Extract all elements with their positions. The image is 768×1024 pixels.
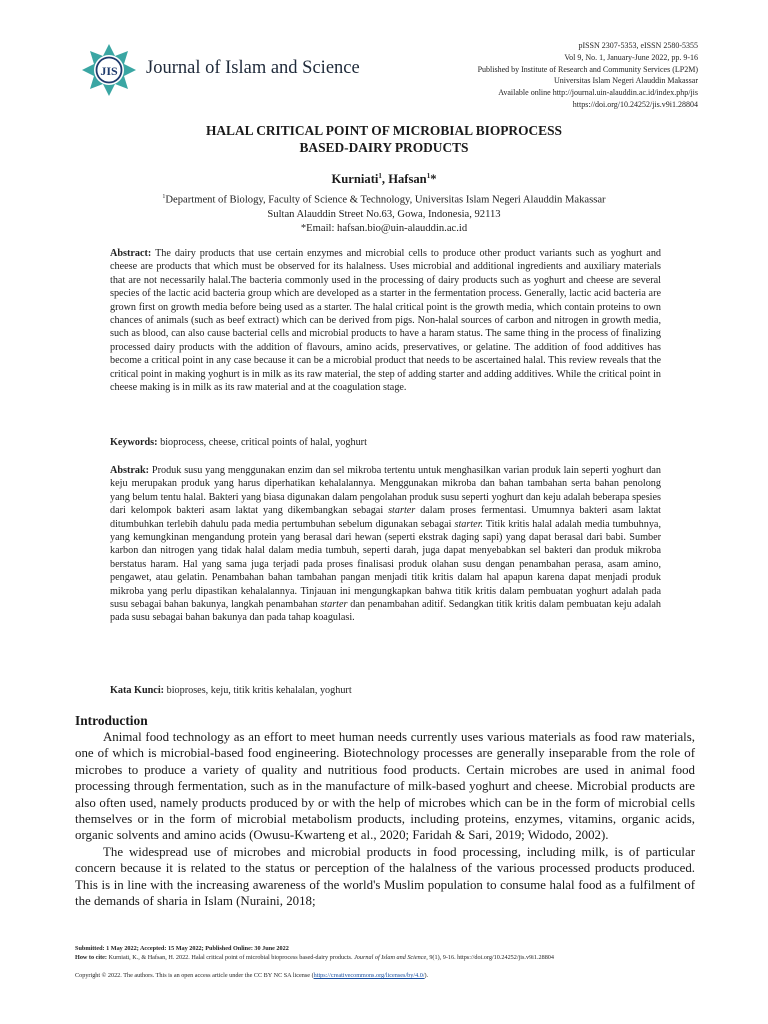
keywords-text: bioprocess, cheese, critical points of halal, yoghurt [160, 437, 367, 448]
author-1: Kurniati [331, 172, 379, 187]
journal-header [78, 40, 698, 110]
logo-text: JIS [100, 64, 118, 78]
license-link[interactable]: https://creativecommons.org/licenses/by/4.0/ [313, 972, 425, 979]
paper-title [0, 122, 768, 156]
meta-publisher: Published by Institute of Research and Community Services (LP2M) [477, 64, 698, 74]
intro-paragraph-2: The widespread use of microbes and microbial products in food processing, including milk, is of particular concern because it is related to the status or perception of the halalness of the various processed products produced. This is in line with the increasing awareness of the world's Muslim population to consume halal food as a fulfilment of the demands of sharia in Islam (Nuraini, 2018; [75, 844, 695, 909]
affiliation-line2: Sultan Alauddin Street No.63, Gowa, Indonesia, 92113 [267, 208, 501, 220]
section-heading-introduction: Introduction [75, 713, 148, 728]
keywords [110, 436, 661, 449]
intro-paragraph-1: Animal food technology as an effort to meet human needs currently uses various materials as food raw materials, one of which is microbial-based food engineering. Biotechnology processes are generally inseparable from the role of microbes to produce a variety of quality and nutritious food products. Certain microbes are used in animal food processing through fermentation, such as in the manufacture of milk-based yoghurt and cheese. Microbial products are also often used, namely products produced by or with the help of microbes which can be in the form of microbial cells themselves or in the form of microbial metabolism products, including proteins, enzymes, vitamins, organic acids, organic solvents and amino acids (Owusu-Kwarteng et al., 2020; Faridah & Sari, 2019; Widodo, 2002). [75, 730, 695, 843]
footer-citation: Submitted: 1 May 2022; Accepted: 15 May 2022; Published Online: 30 June 2022 How to cite: Kurniati, K., & Hafsan, H. 2022. Halal critical point of microbial bioprocess based-dairy products. Journal of Islam and Science, 9(1), 9-16. https://doi.org/10.24252/jis.v9i1.28804 [75, 945, 554, 961]
kata-kunci-label: Kata Kunci: [110, 685, 165, 696]
affiliation-line1: Department of Biology, Faculty of Science & Technology, Universitas Islam Negeri Alauddin Makassar [165, 194, 606, 206]
corresponding-email[interactable]: *Email: hafsan.bio@uin-alauddin.ac.id [300, 222, 468, 234]
meta-doi[interactable]: https://doi.org/10.24252/jis.v9i1.28804 [572, 99, 698, 109]
paper-title-line1: HALAL CRITICAL POINT OF MICROBIAL BIOPROCESS [205, 123, 563, 138]
abstract-label: Abstract: [110, 248, 152, 259]
journal-meta [478, 40, 698, 111]
kata-kunci [110, 684, 661, 697]
abstrak-label: Abstrak: [110, 465, 150, 476]
paper-title-line2: BASED-DAIRY PRODUCTS [299, 140, 469, 155]
meta-issn: pISSN 2307-5353, eISSN 2580-5355 [578, 41, 698, 50]
author-2: Hafsan [388, 172, 427, 187]
authors: Kurniati$^1$, Hafsan$^1$* [331, 172, 437, 187]
footer-dates: Submitted: 1 May 2022; Accepted: 15 May 2022; Published Online: 30 June 2022 [75, 945, 289, 952]
affiliation: $^1$Department of Biology, Faculty of Science & Technology, Universitas Islam Negeri Alauddin Makassar Sultan Alauddin Street No.63, Gowa, Indonesia, 92113 *Email: hafsan.bio@uin-alauddin.ac.id [0, 190, 768, 236]
meta-available-online[interactable]: Available online http://journal.uin-alauddin.ac.id/index.php/jis [498, 88, 698, 98]
journal-name: Journal of Islam and Science [146, 58, 360, 78]
kata-kunci-text: bioproses, keju, titik kritis kehalalan, yoghurt [166, 685, 352, 696]
cite-label: How to cite: [75, 953, 107, 961]
abstrak: Abstrak: Produk susu yang menggunakan enzim dan sel mikroba tertentu untuk menghasilkan varian produk lain seperti yoghurt dan keju merupakan produk yang harus diperhatikan kehalalannya. Menggunakan mikroba dan bahan tambahan serta bahan penolong yang belum tentu halal. Bakteri yang biasa digunakan dalam pengolahan produk susu seperti yoghurt dan keju adalah beberapa spesies dari kelompok bakteri asam laktat yang dikembangkan sebagai starter dalam proses fermentasi. Umumnya bakteri asam laktat ditumbuhkan terlebih dahulu pada media pertumbuhan sebelum digunakan sebagai starter. Titik kritis halal adalah media tumbuhnya, yang kemungkinan mengandung protein yang berasal dari hewan (seperti ekstrak daging sapi) yang dapat berasal dari babi. Sumber karbon dan nitrogen yang tidak halal dalam media tumbuh, seperti darah, juga dapat menyebabkan sel bakteri dan produk mikroba berstatus haram. Hal yang sama juga terjadi pada proses finalisasi produk olahan susu dengan penambahan perasa, asam amino, pengawet, atau gelatin. Penambahan bahan tambahan pangan menjadi titik kritis dalam hal apapun karena dapat menjadi produk mikroba yang perlu dipastikan kehalalannya. Tinjauan ini mengungkapkan bahwa titik kritis dalam pembuatan yoghurt adalah pada susu sebagai bahan bakunya, langkah penambahan starter dan penambahan aditif. Sedangkan titik kritis dalam pembuatan keju adalah pada susu sebagai bahan bakunya dan pada tahap koagulasi. [110, 465, 662, 624]
journal-logo-icon [78, 42, 140, 98]
keywords-label: Keywords: [110, 437, 158, 448]
footer-copyright: Copyright © 2022. The authors. This is an open access article under the CC BY NC SA license (https://creativecommons.org/licenses/by/4.0/). [75, 972, 429, 979]
abstract-text: The dairy products that use certain enzymes and microbial cells to produce other product variants such as yoghurt and cheese are products that which must be observed for its halalness. Uses microbial and additional ingredients and auxiliary materials that are not necessarily halal.The bacteria commonly used in the processing of dairy products such as yoghurt and cheese are several species of the lactic acid bacteria group which are developed as a starter in the fermentation process. Generally, lactic acid bacteria are grown first on growth media before being used as a starter. The halal critical point is the growth media, which contain proteins to own chances of animals (such as beef extract) which can be derived from pigs. Non-halal sources of carbon and nitrogen in growth media, such as blood, can also cause bacterial cells and microbial products to have a haram status. The same thing in the process of finalizing processed dairy products with the addition of flavours, amino acids, preservatives, or gelatine. The addition of food additives has become a critical point in any case because it can be a microbial product that needs to be ascertained halal. This review reveals that the critical point in making yoghurt is in milk as its raw material, the step of adding starter and adding additives. While the critical point in cheese making is in milk as its raw material and at the coagulation stage. [110, 248, 662, 394]
meta-volume: Vol 9, No. 1, January-June 2022, pp. 9-16 [564, 52, 698, 62]
abstract [110, 247, 661, 394]
intro-body [75, 729, 695, 909]
meta-university: Universitas Islam Negeri Alauddin Makassar [554, 76, 698, 86]
